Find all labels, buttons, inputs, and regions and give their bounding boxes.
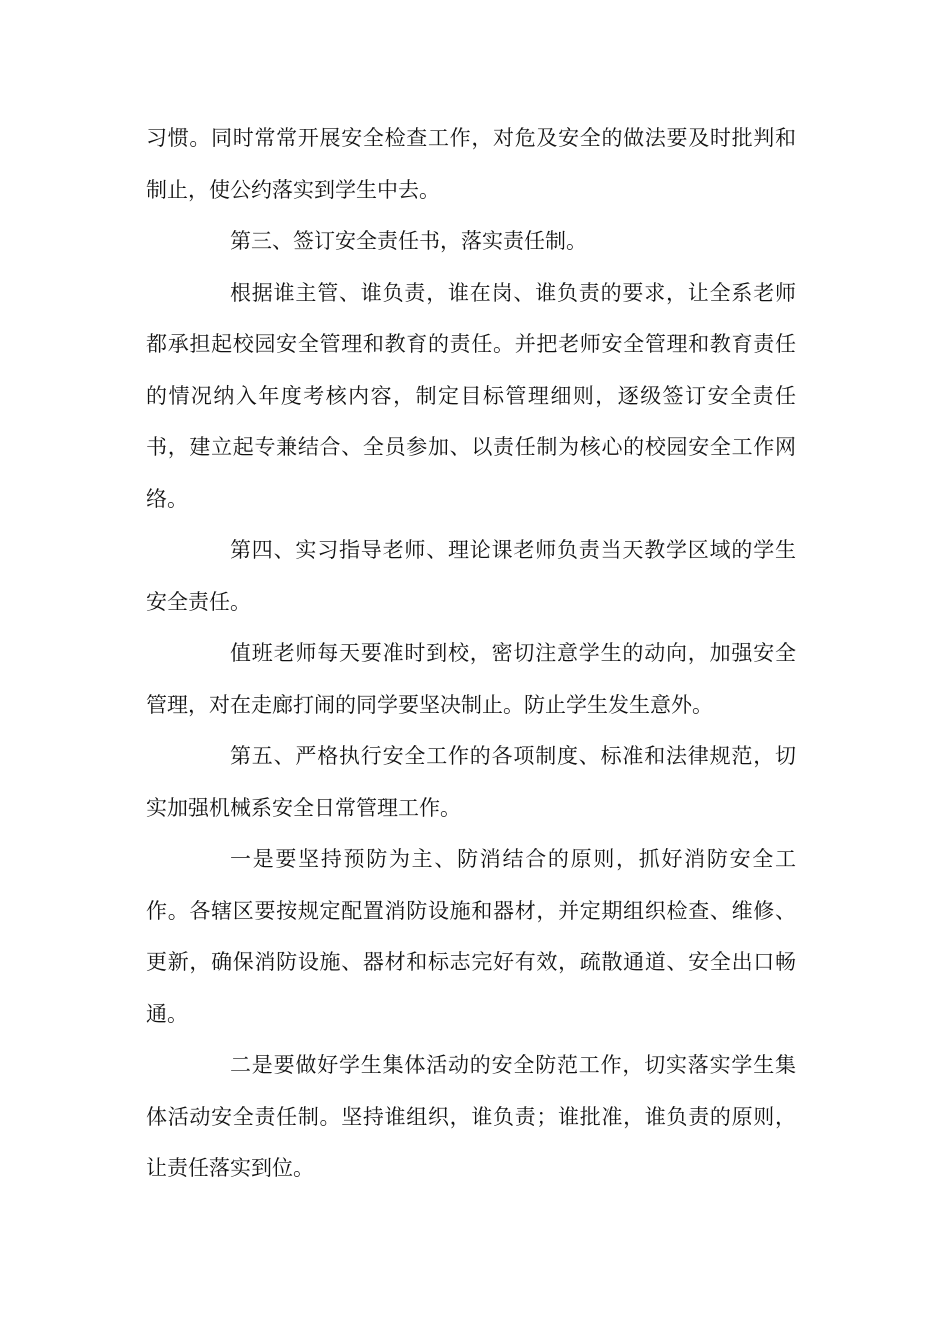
paragraph-fire-safety: 一是要坚持预防为主、防消结合的原则，抓好消防安全工作。各辖区要按规定配置消防设施和器材，并定期组织检查、维修、更新，确保消防设施、器材和标志完好有效，疏散通道、安全出口畅通。: [146, 847, 796, 1026]
paragraph-heading-fourth: 第四、实习指导老师、理论课老师负责当天教学区域的学生安全责任。: [146, 538, 796, 614]
paragraph-continuation: 习惯。同时常常开展安全检查工作，对危及安全的做法要及时批判和制止，使公约落实到学生中去。: [146, 126, 796, 202]
document-body: [146, 113, 796, 1195]
paragraph-heading-fifth: 第五、严格执行安全工作的各项制度、标准和法律规范，切实加强机械系安全日常管理工作。: [146, 744, 796, 820]
paragraph-responsibility: 根据谁主管、谁负责，谁在岗、谁负责的要求，让全系老师都承担起校园安全管理和教育的责任。并把老师安全管理和教育责任的情况纳入年度考核内容，制定目标管理细则，逐级签订安全责任书，建立起专兼结合、全员参加、以责任制为核心的校园安全工作网络。: [146, 280, 796, 511]
paragraph-duty-teacher: 值班老师每天要准时到校，密切注意学生的动向，加强安全管理，对在走廊打闹的同学要坚决制止。防止学生发生意外。: [146, 641, 796, 717]
paragraph-group-activity: 二是要做好学生集体活动的安全防范工作，切实落实学生集体活动安全责任制。坚持谁组织，谁负责；谁批准，谁负责的原则，让责任落实到位。: [146, 1053, 796, 1180]
paragraph-heading-third: 第三、签订安全责任书，落实责任制。: [230, 229, 587, 253]
